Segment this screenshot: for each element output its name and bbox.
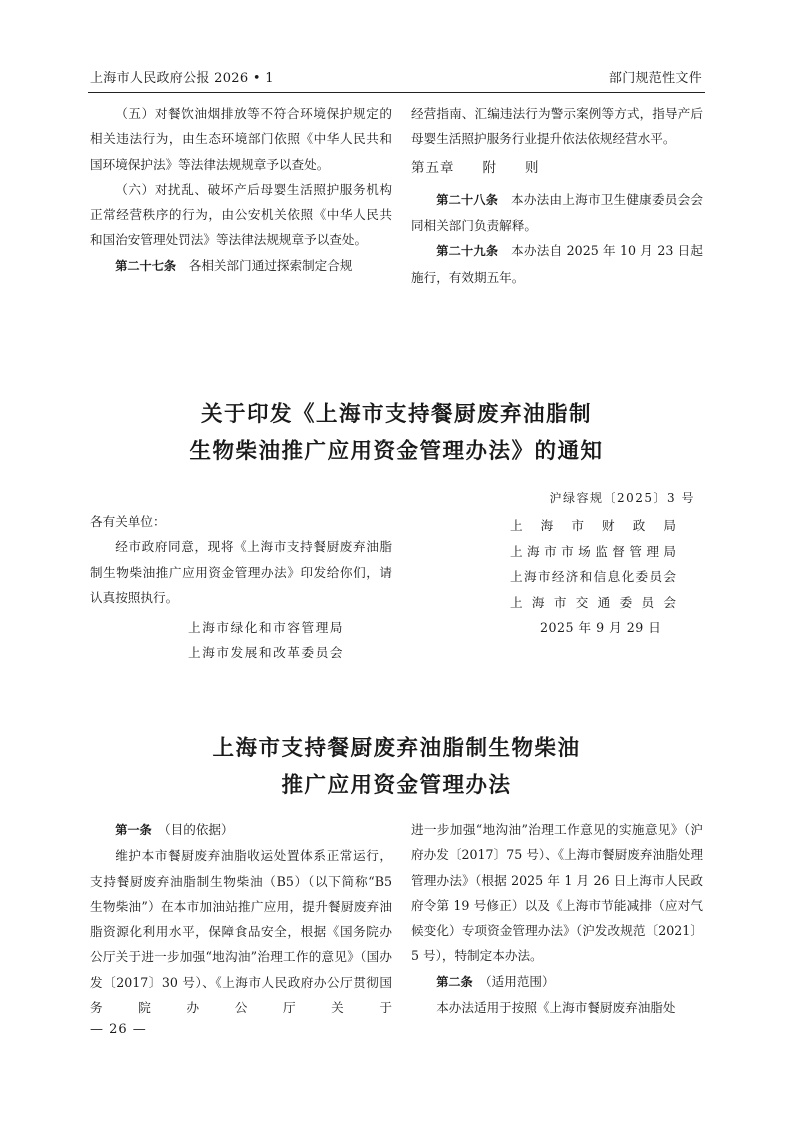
article-28-text: 本办法由上海市卫生健康委员会会同相关部门负责解释。 <box>411 191 703 234</box>
running-header-title: 上海市人民政府公报 2026 • 1 <box>90 71 274 86</box>
article-29 <box>411 238 703 290</box>
article-28 <box>411 187 703 239</box>
signer-right-2: 上海市市场监督管理局 <box>510 544 676 559</box>
signer-right-3: 上海市经济和信息化委员会 <box>510 569 676 584</box>
addressee: 各有关单位： <box>90 514 166 529</box>
signer-left-1: 上海市绿化和市容管理局 <box>188 620 345 635</box>
measure-title-line-1: 上海市支持餐厨废弃油脂制生物柴油 <box>212 736 581 761</box>
article-27-label: 第二十七条 <box>115 258 177 273</box>
notice-text: 经市政府同意，现将《上海市支持餐厨废弃油脂制生物柴油推广应用资金管理办法》印发给你们，请认真按照执行。 <box>90 539 392 605</box>
chapter-heading <box>411 156 703 181</box>
header-divider <box>88 92 705 93</box>
signer-left-2: 上海市发展和改革委员会 <box>188 645 345 660</box>
article-28-label: 第二十八条 <box>436 192 499 207</box>
chapter-title-2: 则 <box>525 159 540 176</box>
signer-right-1: 上海市财政局 <box>510 518 676 533</box>
measure-left-column <box>90 817 392 1020</box>
signer-right-4: 上海市交通委员会 <box>510 595 676 610</box>
measure-right-column <box>411 817 703 1020</box>
chapter-number: 第五章 <box>411 159 455 176</box>
article-1-body: 维护本市餐厨废弃油脂收运处置体系正常运行，支持餐厨废弃油脂制生物柴油（B5）（以下简称“B5 生物柴油”）在本市加油站推广应用，提升餐厨废弃油脂资源化利用水平，保障食品安全，根据《国务院办公厅关于进一步加强“地沟油”治理工作的意见》（国办发〔2017〕30 号）、《上海市人民政府办公厅贯彻国务院办公厅关于 <box>90 848 392 1016</box>
notice-body <box>90 509 392 610</box>
page-number: — 26 — <box>90 1022 147 1037</box>
article-2-label: 第二条 <box>436 974 473 989</box>
article-1-heading <box>90 817 392 843</box>
top-right-column <box>411 101 703 290</box>
article-27-continued: 经营指南、汇编违法行为警示案例等方式，指导产后母婴生活照护服务行业提升依法依规经营水平。 <box>411 106 703 147</box>
article-27 <box>90 253 392 279</box>
article-29-label: 第二十九条 <box>436 244 499 259</box>
notice-title-line-1: 关于印发《上海市支持餐厨废弃油脂制 <box>200 402 592 427</box>
article-2-heading <box>411 969 703 995</box>
article-2-subject: （适用范围） <box>485 973 555 989</box>
chapter-title-1: 附 <box>482 159 497 176</box>
running-header-section: 部门规范性文件 <box>608 71 702 86</box>
notice-title-line-2: 生物柴油推广应用资金管理办法》的通知 <box>189 439 604 464</box>
article-29-text: 本办法自 2025 年 10 月 23 日起施行，有效期五年。 <box>411 243 704 285</box>
measure-title-line-2: 推广应用资金管理办法 <box>281 773 512 798</box>
document-number: 沪绿容规〔2025〕3 号 <box>549 491 695 505</box>
article-1-subject: （目的依据） <box>164 822 234 837</box>
article-1-label: 第一条 <box>115 823 152 837</box>
clause-5: （五）对餐饮油烟排放等不符合环境保护规定的相关违法行为，由生态环境部门依照《中华人民共和国环境保护法》等法律法规规章予以查处。 <box>90 106 392 172</box>
top-left-column <box>90 101 392 279</box>
article-27-text: 各相关部门通过探索制定合规 <box>188 257 353 273</box>
clause-6: （六）对扰乱、破坏产后母婴生活照护服务机构正常经营秩序的行为，由公安机关依照《中华人民共和国治安管理处罚法》等法律法规规章予以查处。 <box>90 181 392 248</box>
article-1-body-continued: 进一步加强“地沟油”治理工作意见的实施意见》（沪府办发〔2017〕75 号）、《上海市餐厨废弃油脂处理管理办法》（根据 2025 年 1 月 26 日上海市人民政府令第 19 号修正）以及《上海市节能减排（应对气候变化）专项资金管理办法》（沪发改规范〔2021〕5 号），特制定本办法。 <box>411 822 703 964</box>
article-2-body: 本办法适用于按照《上海市餐厨废弃油脂处 <box>436 1000 676 1016</box>
issue-date: 2025 年 9 月 29 日 <box>540 620 662 635</box>
